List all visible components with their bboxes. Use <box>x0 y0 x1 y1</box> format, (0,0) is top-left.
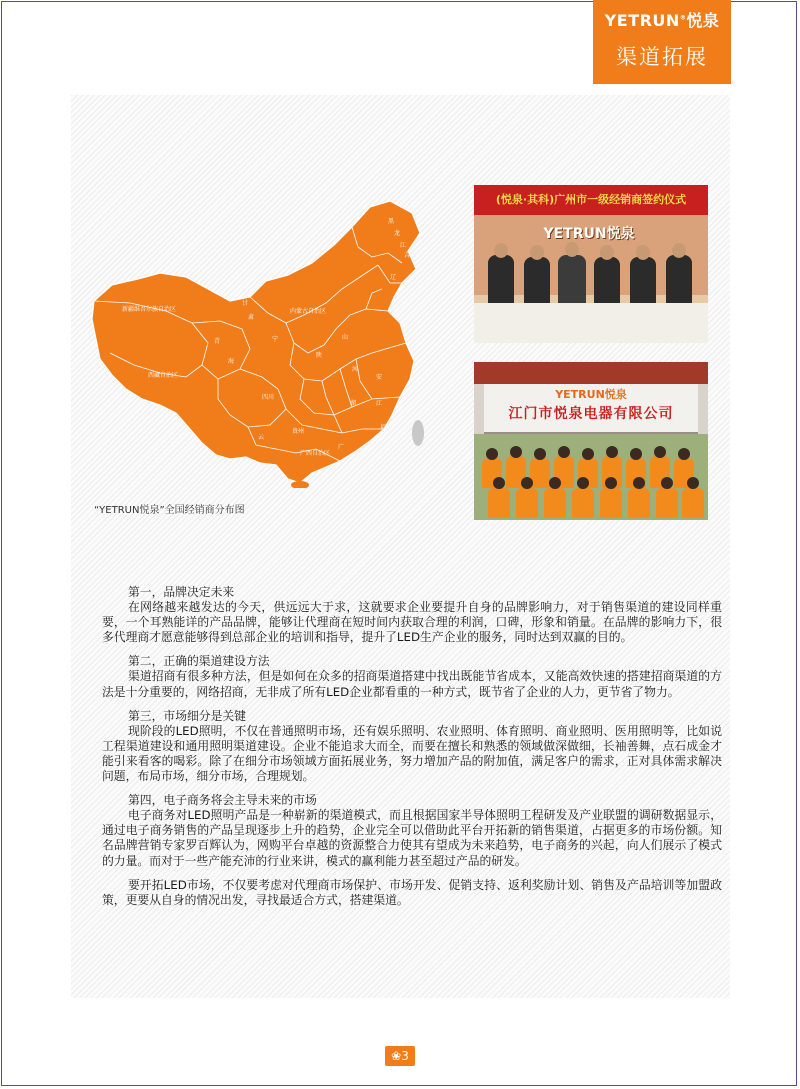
map-label: 河 <box>352 366 359 373</box>
closing-paragraph <box>102 878 722 908</box>
section-4 <box>102 793 722 868</box>
section-4-body: 电子商务对LED照明产品是一种崭新的渠道模式，而且根据国家半导体照明工程研发及产业联盟的调研数据显示，通过电子商务销售的产品呈现逐步上升的趋势，企业完全可以借助此平台开拓新的销售渠道，占据更多的市场份额。知名品牌营销专家罗百辉认为，网购平台卓越的资源整合力使其有望成为未来趋势，电子商务的兴起，向人们展示了模式的力量。而对于一些产能充沛的行业来讲，模式的赢利能力甚至超过产品的研发。 <box>102 808 722 868</box>
map-label: 四川 <box>262 394 275 401</box>
section-title: 渠道拓展 <box>616 45 708 69</box>
map-outline <box>92 201 420 483</box>
map-label: 福 <box>380 424 387 431</box>
map-label: 辽 <box>390 274 397 281</box>
taiwan-island <box>412 420 424 446</box>
map-label: 黑 <box>388 218 395 225</box>
china-map <box>90 193 428 488</box>
section-3-body: 现阶段的LED照明，不仅在普通照明市场，还有娱乐照明、农业照明、体育照明、商业照明、医用照明等，比如说工程渠道建设和通用照明渠道建设。企业不能追求大而全，而要在擅长和熟悉的领域做深做细，长袖善舞，点石成金才能引来看客的喝彩。除了在细分市场领域方面拓展业务，努力增加产品的附加值，满足客户的需求，正对具体需求解决问题，布局市场，细分市场，合理规划。 <box>102 723 722 784</box>
page-number-badge <box>385 1046 415 1066</box>
company-team-photo <box>474 362 708 520</box>
map-label: 甘 <box>242 300 249 307</box>
map-label: 安 <box>376 374 383 381</box>
section-3 <box>102 709 722 784</box>
map-label: 海 <box>228 358 235 365</box>
hainan-island <box>291 481 309 488</box>
map-label: 青 <box>214 338 221 345</box>
china-map-graphic <box>90 193 428 488</box>
map-caption: “YETRUN悦泉”全国经销商分布图 <box>94 505 245 516</box>
map-label: 陕 <box>316 352 323 359</box>
map-label: 宁 <box>272 336 279 343</box>
section-4-title: 第四，电子商务将会主导未来的市场 <box>128 793 317 808</box>
header-tab <box>593 0 731 84</box>
brand-logo: YETRUN®悦泉 <box>604 11 720 30</box>
map-label: 云 <box>258 434 265 441</box>
map-label: 内蒙古自治区 <box>290 308 327 315</box>
map-label: 广 <box>338 444 345 451</box>
signing-banner: (悦泉·其科)广州市一级经销商签约仪式 <box>474 185 708 215</box>
map-label: 肃 <box>248 314 255 321</box>
map-label: 浙 <box>396 406 403 413</box>
section-2-title: 第二，正确的渠道建设方法 <box>128 654 270 669</box>
section-1-title: 第一，品牌决定未来 <box>128 585 235 599</box>
section-2-body: 渠道招商有很多种方法，但是如何在众多的招商渠道搭建中找出既能节省成本，又能高效快速的搭建招商渠道的方法是十分重要的，网络招商，无非成了所有LED企业都看重的一种方式，既节省了企业的人力，更节省了物力。 <box>102 669 722 699</box>
section-1-body: 在网络越来越发达的今天，供远远大于求，这就要求企业要提升自身的品牌影响力，对于销售渠道的建设同样重要，一个耳熟能详的产品品牌，能够让代理商在短时间内获取合理的利润，口碑，形象和销量。在品牌的影响力下，很多代理商才愿意能够得到总部企业的培训和指导，提升了LED生产企业的服务，同时达到双赢的目的。 <box>102 600 722 645</box>
signing-wall-logo: YETRUN悦泉 <box>543 226 635 242</box>
company-logo: YETRUN悦泉 <box>555 388 627 401</box>
closing-text: 要开拓LED市场，不仅要考虑对代理商市场保护、市场开发、促销支持、返利奖励计划、销售及产品培训等加盟政策，更要从自身的情况出发，寻找最适合方式，搭建渠道。 <box>102 877 722 907</box>
page-number: 3 <box>401 1049 409 1063</box>
section-2 <box>102 654 722 699</box>
map-label: 西藏自治区 <box>148 372 179 379</box>
map-label: 贵州 <box>292 428 305 435</box>
map-label: 吉 <box>404 252 411 259</box>
article-body <box>102 585 722 917</box>
company-signboard <box>484 384 698 434</box>
map-label: 湖 <box>350 400 357 407</box>
map-label: 广西自治区 <box>300 450 331 457</box>
signing-ceremony-photo <box>474 185 708 343</box>
section-3-title: 第三，市场细分是关键 <box>128 708 246 723</box>
map-label: 山 <box>342 334 349 341</box>
map-label: 江 <box>376 400 383 407</box>
map-label: 江 <box>400 242 407 249</box>
company-name: 江门市悦泉电器有限公司 <box>508 406 674 422</box>
leaf-icon: ❀ <box>391 1049 402 1063</box>
map-label: 龙 <box>394 230 401 237</box>
section-1 <box>102 585 722 645</box>
map-label: 新疆维吾尔族自治区 <box>122 306 177 313</box>
